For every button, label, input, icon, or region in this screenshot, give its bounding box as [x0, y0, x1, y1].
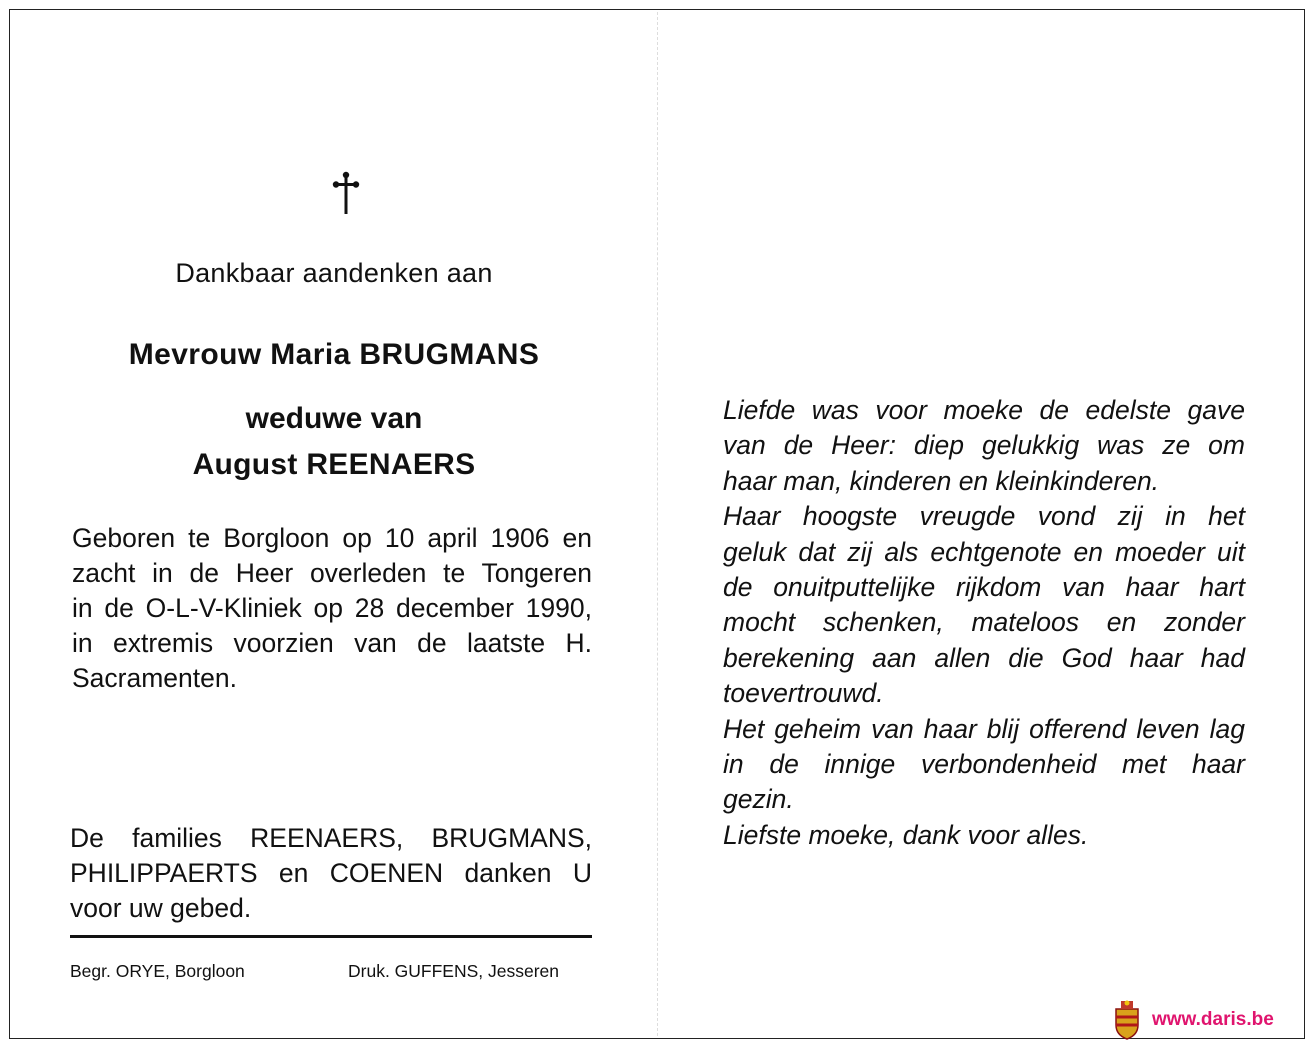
thanks-line: voor uw gebed. — [70, 893, 252, 923]
watermark — [1112, 998, 1274, 1042]
bio-line: in de O-L-V-Kliniek op 28 december 1990, — [72, 593, 592, 623]
poem-line: in de innige verbondenheid met haar — [723, 749, 1245, 780]
poem-line: de onuitputtelijke rijkdom van haar hart — [723, 572, 1245, 603]
bio-line: in extremis voorzien van de laatste H. — [72, 628, 592, 658]
crest-icon — [1112, 999, 1142, 1041]
poem-line: van de Heer: diep gelukkig was ze om — [723, 430, 1245, 461]
poem-line: gezin. — [723, 784, 794, 815]
poem-line: mocht schenken, mateloos en zonder — [723, 607, 1245, 638]
family-thanks — [70, 821, 592, 926]
poem-line: Het geheim van haar blij offerend leven lag — [723, 713, 1245, 744]
watermark-text[interactable]: www.daris.be — [1152, 1009, 1274, 1030]
funeral-director-credit: Begr. ORYE, Borgloon — [70, 961, 245, 981]
widow-of-text: weduwe van — [245, 402, 423, 435]
poem-line: haar man, kinderen en kleinkinderen. — [723, 465, 1160, 496]
poem-line: Haar hoogste vreugde vond zij in het — [723, 501, 1245, 532]
thanks-line: De families REENAERS, BRUGMANS, — [70, 823, 592, 853]
poem-line: berekening aan allen die God haar had — [723, 642, 1245, 673]
husband-name: August REENAERS — [192, 448, 476, 481]
thanks-line: PHILIPPAERTS en COENEN danken U — [70, 858, 592, 888]
poem-line: toevertrouwd. — [723, 678, 884, 709]
memorial-poem — [723, 393, 1245, 853]
deceased-name: Mevrouw Maria BRUGMANS — [128, 338, 540, 371]
biography — [72, 521, 592, 696]
bio-line: zacht in de Heer overleden te Tongeren — [72, 558, 592, 588]
bio-line: Sacramenten. — [72, 663, 237, 693]
intro-text: Dankbaar aandenken aan — [175, 258, 493, 288]
cross-icon — [328, 170, 364, 214]
printer-credit: Druk. GUFFENS, Jesseren — [348, 961, 560, 981]
bio-line: Geboren te Borgloon op 10 april 1906 en — [72, 523, 592, 553]
poem-line: Liefste moeke, dank voor alles. — [723, 819, 1089, 850]
poem-line: Liefde was voor moeke de edelste gave — [723, 395, 1245, 425]
poem-line: geluk dat zij als echtgenote en moeder uit — [723, 536, 1245, 567]
divider-rule — [70, 935, 592, 938]
